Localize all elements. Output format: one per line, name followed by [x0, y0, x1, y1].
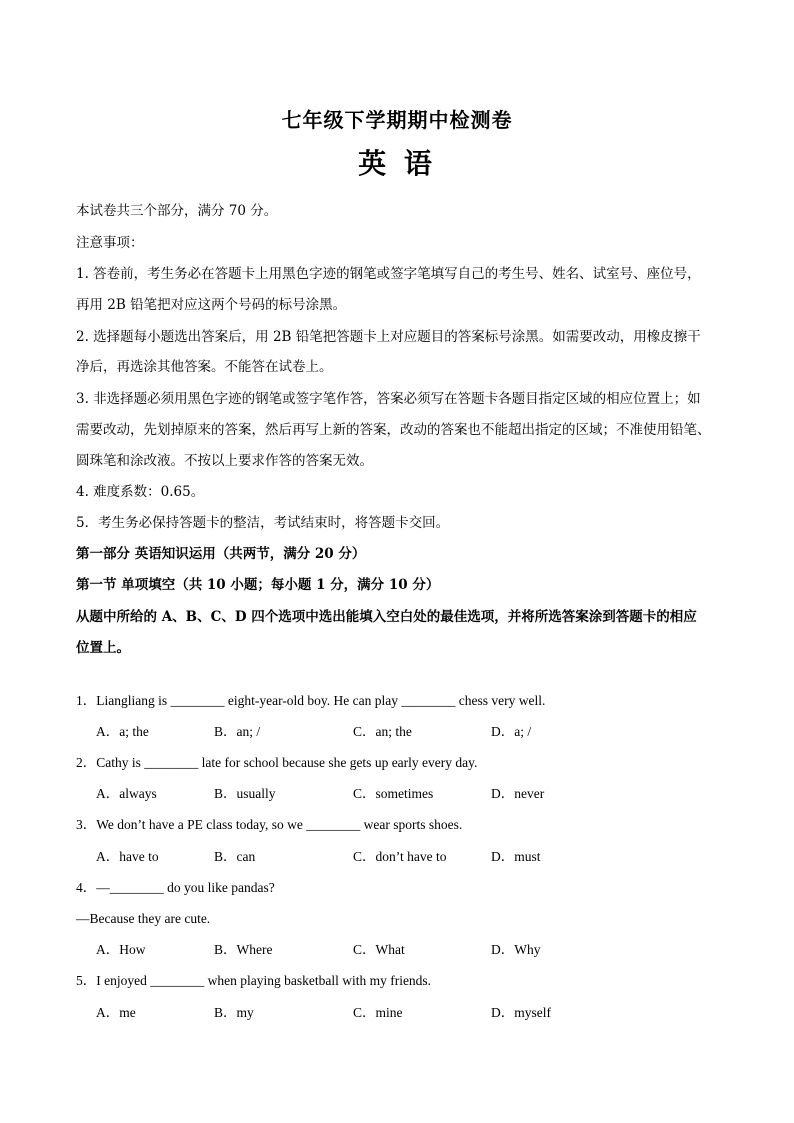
- question-options: [96, 941, 656, 959]
- subject-title: 英 语: [358, 147, 436, 180]
- option-b: B．usually: [214, 786, 276, 801]
- question-stem: 1．Liangliang is ________ eight-year-old boy. He can play ________ chess very well.: [76, 693, 546, 708]
- option-c: C．sometimes: [353, 786, 434, 801]
- option-d: D．Why: [491, 942, 541, 957]
- option-c: C．don’t have to: [353, 849, 447, 864]
- option-c: C．What: [353, 942, 405, 957]
- option-c: C．mine: [353, 1005, 403, 1020]
- option-d: D．never: [491, 786, 545, 801]
- option-b: B．can: [214, 849, 256, 864]
- question-options: [96, 723, 656, 741]
- instruction-line: 从题中所给的 A、B、C、D 四个选项中选出能填入空白处的最佳选项，并将所选答案涂到答题卡的相应: [76, 609, 697, 625]
- note-line: 3. 非选择题必须用黑色字迹的钢笔或签字笔作答，答案必须写在答题卡各题目指定区域的相应位置上；如: [76, 391, 701, 407]
- note-line: 2. 选择题每小题选出答案后，用 2B 铅笔把答题卡上对应题目的答案标号涂黑。如需要改动，用橡皮擦干: [76, 329, 701, 345]
- option-b: B．my: [214, 1005, 254, 1020]
- question-stem-reply: —Because they are cute.: [76, 911, 211, 926]
- option-d: D．must: [491, 849, 541, 864]
- option-c: C．an; the: [353, 724, 412, 739]
- question-stem: 4．—________ do you like pandas?: [76, 880, 275, 895]
- question-options: [96, 1004, 656, 1022]
- exam-summary: 本试卷共三个部分，满分 70 分。: [76, 203, 278, 219]
- part-heading: 第一部分 英语知识运用（共两节，满分 20 分）: [76, 546, 366, 562]
- note-line: 再用 2B 铅笔把对应这两个号码的标号涂黑。: [76, 297, 347, 313]
- option-b: B．Where: [214, 942, 273, 957]
- note-line: 净后，再选涂其他答案。不能答在试卷上。: [76, 359, 333, 375]
- question-stem: 5．I enjoyed ________ when playing basketball with my friends.: [76, 973, 432, 988]
- note-line: 5．考生务必保持答题卡的整洁，考试结束时，将答题卡交回。: [76, 515, 450, 531]
- option-b: B．an; /: [214, 724, 261, 739]
- note-line: 1. 答卷前，考生务必在答题卡上用黑色字迹的钢笔或签字笔填写自己的考生号、姓名、试室号、座位号，: [76, 266, 701, 282]
- question-stem: 3．We don’t have a PE class today, so we ________ wear sports shoes.: [76, 817, 463, 832]
- option-d: D．a; /: [491, 724, 532, 739]
- option-a: A．have to: [96, 849, 159, 864]
- question-options: [96, 785, 656, 803]
- option-a: A．How: [96, 942, 146, 957]
- option-a: A．me: [96, 1005, 136, 1020]
- instruction-line: 位置上。: [76, 640, 130, 656]
- note-line: 需要改动，先划掉原来的答案，然后再写上新的答案，改动的答案也不能超出指定的区域；不准使用铅笔、: [76, 422, 711, 438]
- notice-heading: 注意事项：: [76, 235, 144, 251]
- question-options: [96, 848, 656, 866]
- option-d: D．myself: [491, 1005, 551, 1020]
- note-line: 圆珠笔和涂改液。不按以上要求作答的答案无效。: [76, 453, 373, 469]
- section-heading: 第一节 单项填空（共 10 小题；每小题 1 分，满分 10 分）: [76, 577, 440, 593]
- option-a: A．a; the: [96, 724, 149, 739]
- option-a: A．always: [96, 786, 157, 801]
- note-line: 4. 难度系数：0.65。: [76, 484, 205, 500]
- exam-title: 七年级下学期期中检测卷: [281, 108, 513, 132]
- question-stem: 2．Cathy is ________ late for school because she gets up early every day.: [76, 755, 478, 770]
